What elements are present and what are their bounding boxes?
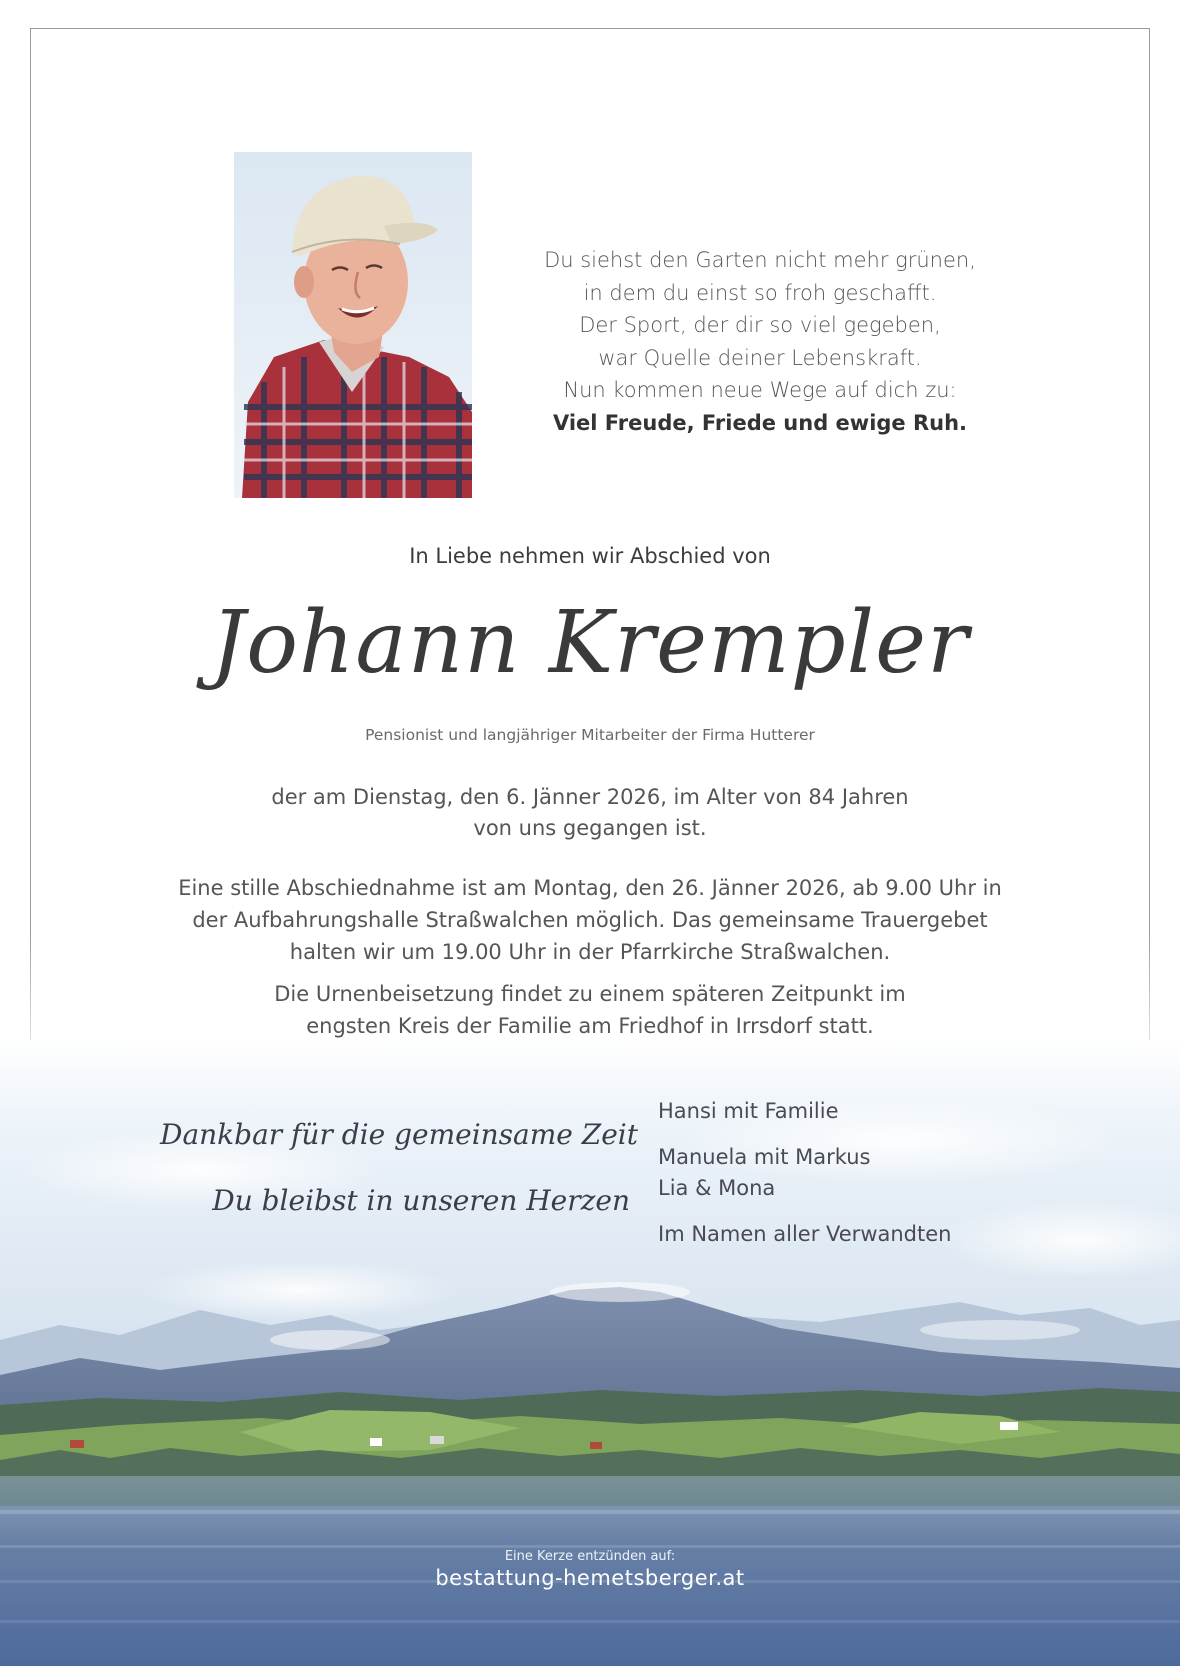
poem-line: Der Sport, der dir so viel gegeben,: [579, 313, 941, 338]
mourner-entry: Im Namen aller Verwandten: [658, 1222, 952, 1246]
quote-remembrance: Du bleibst in unseren Herzen: [212, 1184, 630, 1217]
service-line: halten wir um 19.00 Uhr in der Pfarrkirche Straßwalchen.: [289, 940, 891, 964]
burial-line: engsten Kreis der Familie am Friedhof in Irrsdorf statt.: [306, 1014, 874, 1038]
burial-info: [160, 978, 1020, 1042]
mourner-entry: Lia & Mona: [658, 1176, 776, 1200]
candle-label: Eine Kerze entzünden auf:: [504, 1549, 676, 1564]
mourners-list: [658, 1096, 1078, 1265]
intro-text: In Liebe nehmen wir Abschied von: [409, 544, 771, 568]
portrait-photo: [234, 152, 472, 498]
death-notice-line: der am Dienstag, den 6. Jänner 2026, im Alter von 84 Jahren: [271, 785, 909, 809]
service-line: Eine stille Abschiednahme ist am Montag, den 26. Jänner 2026, ab 9.00 Uhr in: [178, 876, 1002, 900]
poem-line: Nun kommen neue Wege auf dich zu:: [563, 378, 957, 403]
deceased-name: Johann Krempler: [210, 593, 970, 693]
poem-line: war Quelle deiner Lebenskraft.: [598, 345, 922, 370]
poem: [500, 244, 1020, 440]
service-info: [110, 872, 1070, 968]
deceased-occupation: Pensionist und langjähriger Mitarbeiter der Firma Hutterer: [365, 726, 815, 744]
quote-gratitude: Dankbar für die gemeinsame Zeit: [160, 1118, 638, 1151]
service-line: der Aufbahrungshalle Straßwalchen möglich. Das gemeinsame Trauergebet: [192, 908, 988, 932]
poem-line: Du siehst den Garten nicht mehr grünen,: [544, 248, 976, 272]
poem-line: in dem du einst so froh geschafft.: [583, 280, 937, 305]
death-notice: [160, 782, 1020, 844]
candle-link[interactable]: bestattung-hemetsberger.at: [435, 1566, 745, 1590]
mourner-entry: Hansi mit Familie: [658, 1099, 839, 1123]
burial-line: Die Urnenbeisetzung findet zu einem späteren Zeitpunkt im: [274, 982, 906, 1006]
mourner-entry: Manuela mit Markus: [658, 1145, 871, 1169]
poem-closing: Viel Freude, Friede und ewige Ruh.: [552, 410, 968, 435]
death-notice-line: von uns gegangen ist.: [473, 816, 707, 840]
